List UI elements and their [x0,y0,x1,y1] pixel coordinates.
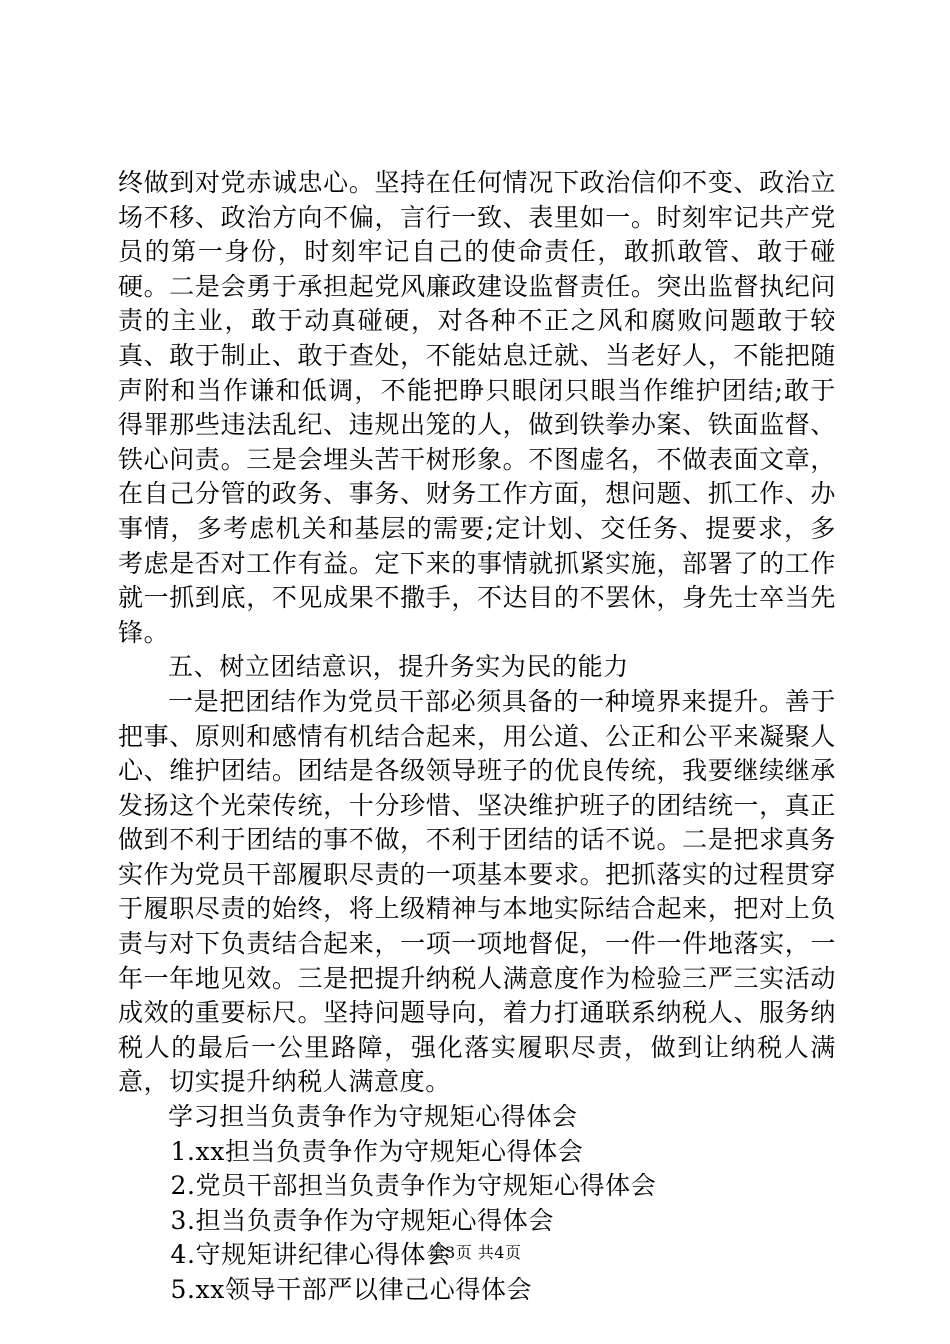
paragraph-unity: 一是把团结作为党员干部必须具备的一种境界来提升。善于把事、原则和感情有机结合起来，用公道、公正和公平来凝聚人心、维护团结。团结是各级领导班子的优良传统，我要继续继承发扬这个光荣传统，十分珍惜、坚决维护班子的团结统一，真正做到不利于团结的事不做，不利于团结的话不说。二是把求真务实作为党员干部履职尽责的一项基本要求。把抓落实的过程贯穿于履职尽责的始终，将上级精神与本地实际结合起来，把对上负责与对下负责结合起来，一项一项地督促，一件一件地落实，一年一年地见效。三是把提升纳税人满意度作为检验三严三实活动成效的重要标尺。坚持问题导向，着力打通联系纳税人、服务纳税人的最后一公里路障，强化落实履职尽责，做到让纳税人满意，切实提升纳税人满意度。 [118,686,836,1097]
related-article-item: 1.xx担当负责争作为守规矩心得体会 [170,1136,584,1166]
related-article-item: 5.xx领导干部严以律己心得体会 [170,1275,533,1304]
page-number-footer: 第3页 共4页 [428,1243,522,1262]
paragraph-continuation: 终做到对党赤诚忠心。坚持在任何情况下政治信仰不变、政治立场不移、政治方向不偏，言行一致、表里如一。时刻牢记共产党员的第一身份，时刻牢记自己的使命责任，敢抓敢管、敢于碰硬。二是会勇于承担起党风廉政建设监督责任。突出监督执纪问责的主业，敢于动真碰硬，对各种不正之风和腐败问题敢于较真、敢于制止、敢于查处，不能姑息迁就、当老好人，不能把随声附和当作谦和低调，不能把睁只眼闭只眼当作维护团结;敢于得罪那些违法乱纪、违规出笼的人，做到铁拳办案、铁面监督、铁心问责。三是会埋头苦干树形象。不图虚名，不做表面文章，在自己分管的政务、事务、财务工作方面，想问题、抓工作、办事情，多考虑机关和基层的需要;定计划、交任务、提要求，多考虑是否对工作有益。定下来的事情就抓紧实施，部署了的工作就一抓到底，不见成果不撒手，不达目的不罢休，身先士卒当先锋。 [118,168,836,647]
related-articles-title: 学习担当负责争作为守规矩心得体会 [168,1102,578,1132]
section-heading-five: 五、树立团结意识，提升务实为民的能力 [168,652,629,682]
related-article-item: 2.党员干部担当负责争作为守规矩心得体会 [170,1171,657,1201]
related-article-item: 3.担当负责争作为守规矩心得体会 [170,1205,554,1235]
related-article-item: 4.守规矩讲纪律心得体会 [170,1240,452,1270]
document-body [118,166,836,1308]
